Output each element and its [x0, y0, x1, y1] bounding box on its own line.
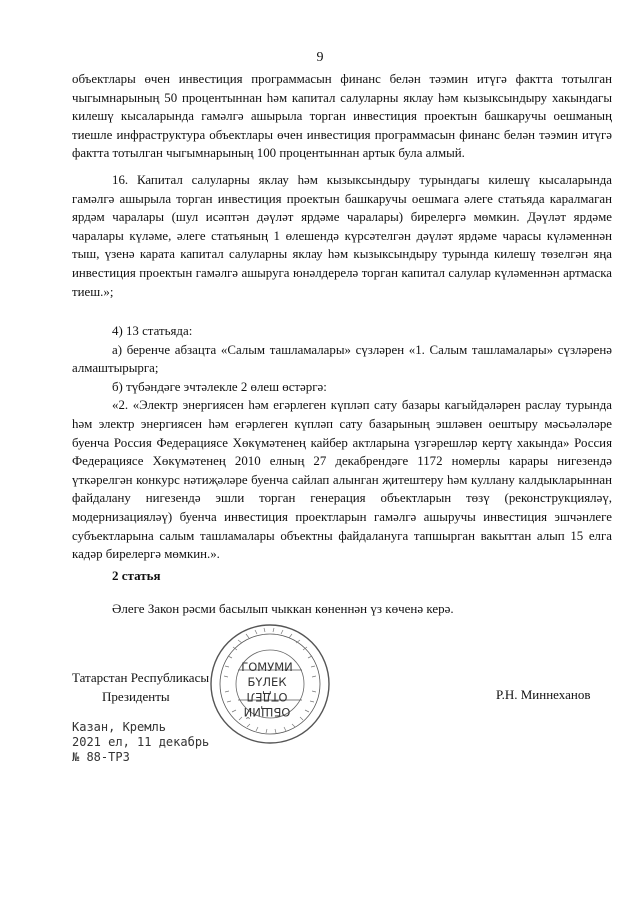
- paragraph: 16. Капитал салуларны яклау һәм кызыксындыру турындагы килешү кысаларында гамәлгә ашырыла торган инвестиция проектын башкаручы оешмага әлеге статьяда каралмаган ярдәм чаралары (шул исәптән дәүләт ярдәме чаралары) бирелергә мөмкин. Дәүләт ярдәме чаралары күләме, әлеге статьяның 1 өлешендә күрсәтелгән дәүләт ярдәме чарасы күләменнән тыш, үзенә карата капитал салуларны яклау һәм кызыксындыру турында килешү төзелгән яңа инвестиция проектын гамәлгә ашыруга юнәлдерелә торган капитал салулар күләменнән артмаска тиеш.»;: [72, 173, 612, 299]
- signing-place: Казан, Кремль: [72, 720, 166, 734]
- stamp-text-line4: ОБЩИЙ: [243, 705, 291, 719]
- paragraph: «2. «Электр энергиясен һәм егәрлеген күпләп сату базары кагыйдәләрен раслау турында һәм электр энергиясен һәм егәрлеген күпләп сату базарының эшләвен оештыру мәсьәләләре буенча Россия Федерациясе Хөкүмәтенең кайбер актларына үзгәрешләр кертү хакында» Россия Федерациясе Хөкүмәтенең 2010 елның 27 декабрендәге 1172 номерлы карары нигезендә үткәрелгән конкурс нәтиҗәләре буенча сайлап алынган җитештеру һәм куллану калдыкларыннан файдалану нигезендә эшли торган генерация объектларын төзү (реконструкцияләү, модернизацияләү) буенча инвестиция проектларын гамәлгә ашыручы инвестиция эшчәнлеге субъектларына салым ташламалары объектны файдалануга тапшырган вакыттан алып 15 елга кадәр бирелергә мөмкин.».: [72, 398, 612, 562]
- stamp-text-line2: БҮЛЕК: [247, 675, 287, 689]
- stamp-text-line1: ГОМУМИ: [241, 660, 293, 674]
- law-number: № 88-ТРЗ: [72, 750, 130, 764]
- paragraph-16: [72, 171, 612, 301]
- article-text: Әлеге Закон рәсми басылып чыккан көненнән үз көченә керә.: [112, 601, 454, 616]
- page-number: 9: [316, 50, 324, 65]
- signatory-title-line1: Татарстан Республикасы: [72, 670, 210, 685]
- signatory-name: Р.Н. Миннеханов: [496, 687, 591, 702]
- paragraph: а) беренче абзацта «Салым ташламалары» сүзләрен «1. Салым ташламалары» сүзләренә алмаштырырга;: [72, 342, 612, 376]
- law-registration-info: [72, 720, 209, 765]
- signatory-title-line2: Президенты: [102, 689, 170, 704]
- signatory-title: [72, 668, 209, 706]
- paragraph: объектлары өчен инвестиция программасын финанс белән тәэмин итүгә фактта тотылган чыгымнарының 50 процентыннан һәм капитал салуларны яклау һәм кызыксындыру хакындагы килешү кысаларында гамәлгә ашырыла торган инвестиция проектын башкаручы оешманың тиешле инфраструктура объектлары өчен инвестиция программасын финанс белән тәэмин итүгә фактта тотылган чыгымнарының 100 процентыннан артык була алмый.: [72, 72, 612, 161]
- article-heading: 2 статья: [112, 568, 161, 583]
- paragraph: 4) 13 статьяда:: [112, 324, 193, 338]
- paragraph-continuation: [72, 70, 612, 163]
- stamp-text-line3: ОТДЕЛ: [246, 690, 288, 704]
- signing-date: 2021 ел, 11 декабрь: [72, 735, 210, 749]
- paragraph: б) түбәндәге эчтәлекле 2 өлеш өстәргә:: [112, 379, 327, 394]
- amendment-block: [72, 322, 612, 564]
